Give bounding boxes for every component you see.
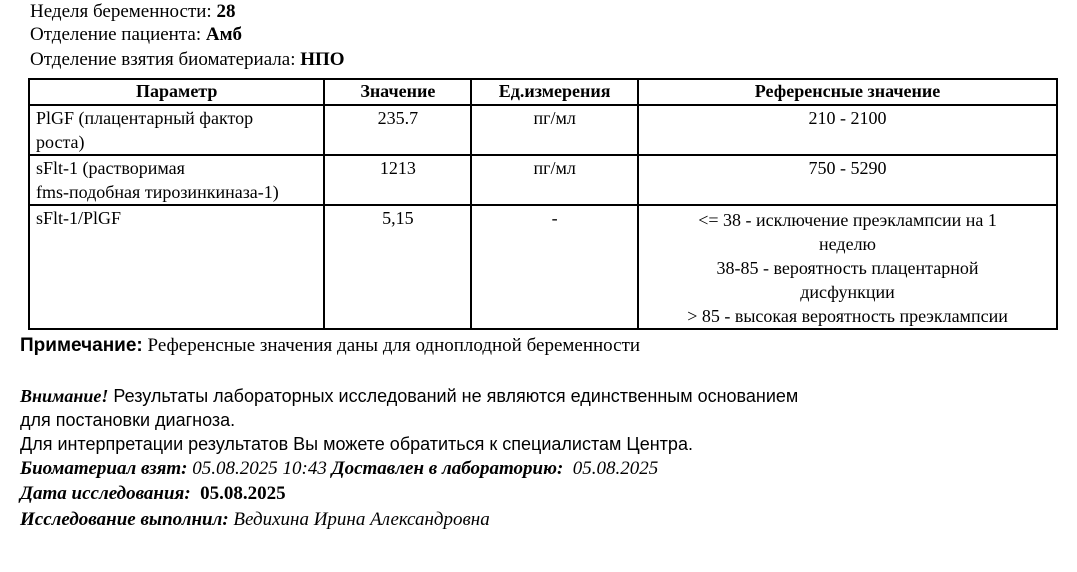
performed-by-label: Исследование выполнил: (20, 509, 229, 530)
pregnancy-week-value: 28 (216, 1, 236, 22)
reference-text: > 85 - высокая вероятность преэклампсии (687, 306, 1008, 326)
column-header-value: Значение (324, 79, 471, 105)
parameter-cell (29, 205, 324, 329)
performed-by-line (20, 508, 490, 532)
reference-text: дисфункции (800, 282, 895, 302)
value-cell: 5,15 (324, 205, 471, 329)
sample-department-label: Отделение взятия биоматериала: (30, 49, 296, 70)
column-header-unit: Ед.измерения (471, 79, 638, 105)
table-row (29, 205, 1057, 329)
pregnancy-week-label: Неделя беременности: (30, 1, 212, 22)
disclaimer-text-2: для постановки диагноза. (20, 410, 236, 430)
patient-department-value: Амб (205, 24, 243, 45)
unit-cell: пг/мл (471, 105, 638, 155)
column-header-parameter: Параметр (29, 79, 324, 105)
delivered-value: 05.08.2025 (572, 458, 659, 479)
performed-by-value: Ведихина Ирина Александровна (233, 509, 490, 530)
study-date-value: 05.08.2025 (200, 483, 286, 504)
reference-cell (638, 205, 1057, 329)
reference-text: неделю (819, 234, 876, 254)
reference-cell (638, 105, 1057, 155)
sample-taken-label: Биоматериал взят: (20, 458, 188, 479)
disclaimer-line-2 (20, 409, 235, 432)
table-header-row (29, 79, 1057, 105)
disclaimer-text-3: Для интерпретации результатов Вы можете обратиться к специалистам Центра. (20, 434, 693, 454)
reference-text: <= 38 - исключение преэклампсии на 1 (698, 210, 997, 230)
parameter-text: PlGF (плацентарный фактор (36, 108, 254, 128)
disclaimer-text-1: Результаты лабораторных исследований не являются единственным основанием (113, 386, 799, 406)
sample-taken-line (20, 457, 658, 481)
patient-department-line (30, 24, 242, 46)
study-date-label: Дата исследования: (20, 483, 191, 504)
pregnancy-week-line (30, 1, 235, 23)
unit-cell: пг/мл (471, 155, 638, 205)
sample-taken-value: 05.08.2025 10:43 (192, 458, 327, 479)
parameter-text: sFlt-1 (растворимая (36, 158, 185, 178)
parameter-text: fms-подобная тирозинкиназа-1) (36, 182, 279, 202)
reference-text: 750 - 5290 (808, 158, 887, 178)
results-table (28, 78, 1058, 330)
value-cell: 1213 (324, 155, 471, 205)
disclaimer-line-1 (20, 385, 798, 408)
sample-department-value: НПО (300, 49, 345, 70)
study-date-line (20, 482, 286, 506)
unit-cell: - (471, 205, 638, 329)
sample-department-line (30, 49, 345, 71)
parameter-cell (29, 105, 324, 155)
parameter-text: роста) (36, 132, 85, 152)
table-row (29, 105, 1057, 155)
note-text: Референсные значения даны для одноплодной беременности (147, 335, 641, 356)
note-line (20, 335, 640, 357)
parameter-text: sFlt-1/PlGF (36, 208, 122, 228)
parameter-cell (29, 155, 324, 205)
attention-label: Внимание! (20, 386, 109, 406)
reference-cell (638, 155, 1057, 205)
reference-text: 210 - 2100 (808, 108, 887, 128)
note-label: Примечание: (20, 335, 143, 356)
column-header-reference: Референсные значение (638, 79, 1057, 105)
table-row (29, 155, 1057, 205)
disclaimer-line-3 (20, 433, 693, 456)
patient-department-label: Отделение пациента: (30, 24, 202, 45)
value-cell: 235.7 (324, 105, 471, 155)
delivered-label: Доставлен в лабораторию: (331, 458, 564, 479)
reference-text: 38-85 - вероятность плацентарной (716, 258, 979, 278)
